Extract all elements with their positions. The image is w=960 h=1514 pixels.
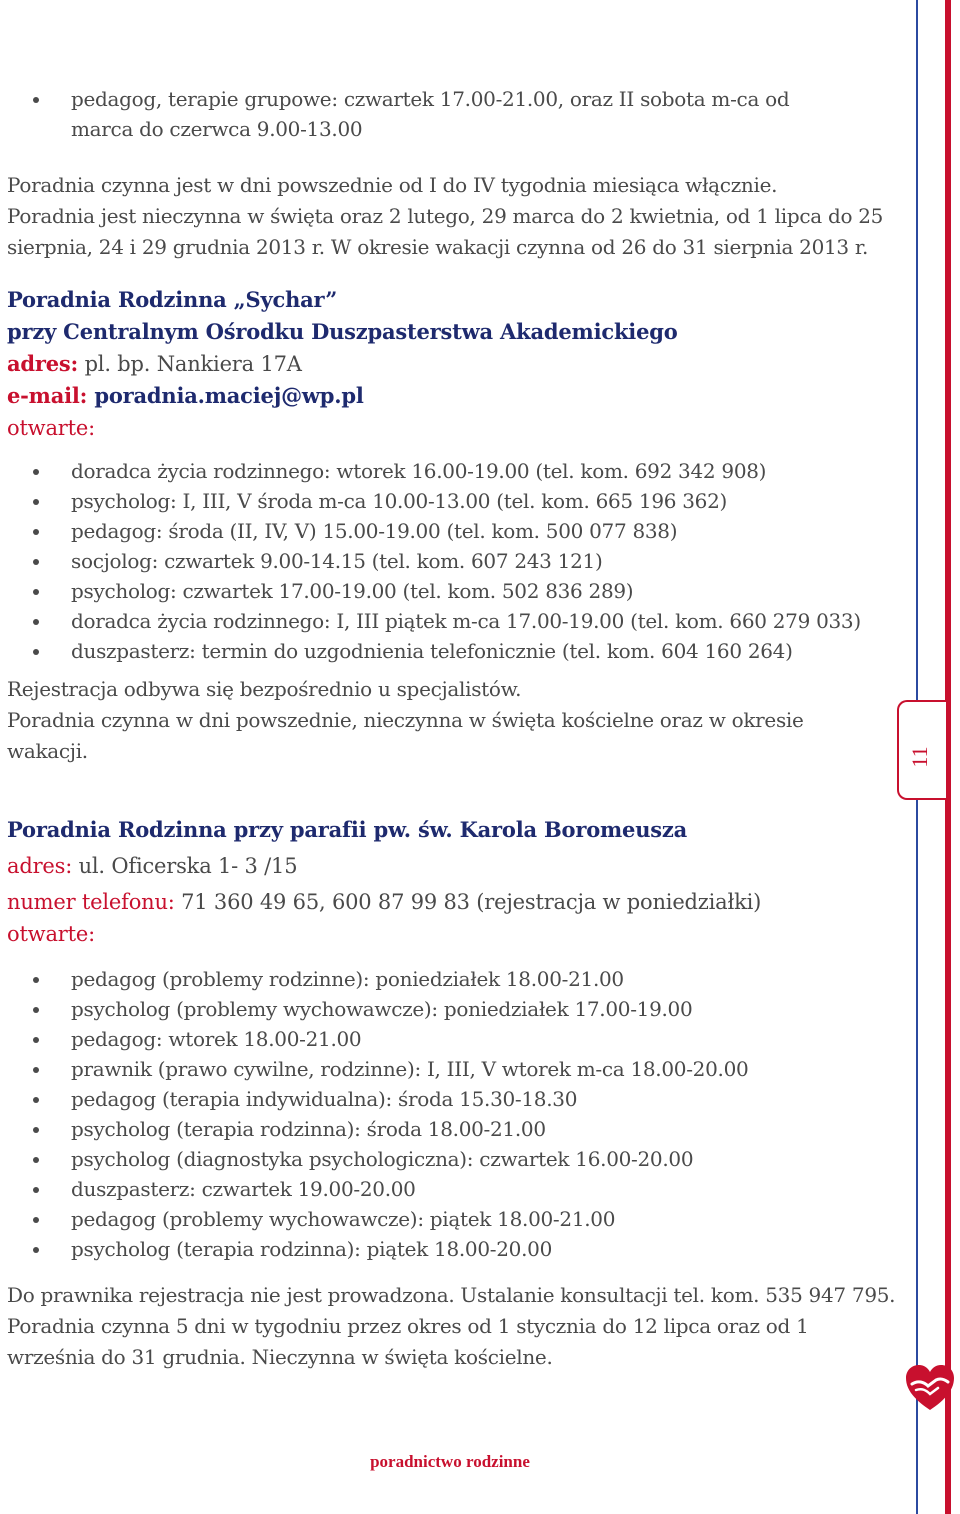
list-item: doradca życia rodzinnego: wtorek 16.00-19.00 (tel. kom. 692 342 908): [7, 456, 897, 486]
list-item: pedagog, terapie grupowe: czwartek 17.00-21.00, oraz II sobota m-ca od marca do czerwca 9.00-13.00: [7, 84, 897, 144]
section-title-line1: Poradnia Rodzinna „Sychar”: [7, 287, 338, 312]
list-item: pedagog (problemy wychowawcze): piątek 18.00-21.00: [7, 1204, 897, 1234]
list-item: psycholog (terapia rodzinna): piątek 18.00-20.00: [7, 1234, 897, 1264]
specialist-list: [7, 964, 897, 1264]
phone-value: 71 360 49 65, 600 87 99 83 (rejestracja w poniedziałki): [174, 890, 762, 914]
registration-note: Rejestracja odbywa się bezpośrednio u specjalistów.: [7, 677, 522, 701]
section-title: Poradnia Rodzinna przy parafii pw. św. Karola Boromeusza: [7, 817, 688, 842]
paragraph: Poradnia jest nieczynna w święta oraz 2 lutego, 29 marca do 2 kwietnia, od 1 lipca do 25 sierpnia, 24 i 29 grudnia 2013 r. W okresie wakacji czynna od 26 do 31 sierpnia 2013 r.: [7, 204, 884, 259]
open-row: [7, 918, 897, 950]
address-row: [7, 348, 897, 380]
hands-heart-logo-icon: [902, 1360, 958, 1416]
opening-note: Poradnia czynna w dni powszednie, nieczynna w święta kościelne oraz w okresie wakacji.: [7, 708, 804, 763]
specialist-list: [7, 456, 897, 666]
list-item: psycholog (problemy wychowawcze): poniedziałek 17.00-19.00: [7, 994, 897, 1024]
address-value: pl. bp. Nankiera 17A: [78, 352, 302, 376]
top-paragraphs: [7, 170, 897, 263]
list-item: psycholog (terapia rodzinna): środa 18.00-21.00: [7, 1114, 897, 1144]
list-item: duszpasterz: termin do uzgodnienia telefonicznie (tel. kom. 604 160 264): [7, 636, 897, 666]
open-label: otwarte:: [7, 416, 95, 440]
list-item: doradca życia rodzinnego: I, III piątek m-ca 17.00-19.00 (tel. kom. 660 279 033): [7, 606, 897, 636]
list-item: prawnik (prawo cywilne, rodzinne): I, III, V wtorek m-ca 18.00-20.00: [7, 1054, 897, 1084]
footer-caption: poradnictwo rodzinne: [370, 1452, 530, 1471]
list-item: pedagog (problemy rodzinne): poniedziałek 18.00-21.00: [7, 964, 897, 994]
phone-row: [7, 886, 897, 918]
list-item: psycholog: czwartek 17.00-19.00 (tel. kom. 502 836 289): [7, 576, 897, 606]
address-value: ul. Oficerska 1- 3 /15: [72, 854, 298, 878]
address-label: adres:: [7, 351, 79, 376]
lawyer-note: Do prawnika rejestracja nie jest prowadzona. Ustalanie konsultacji tel. kom. 535 947 795.: [7, 1283, 896, 1307]
page-number: 11: [907, 746, 932, 768]
email-label: e-mail:: [7, 383, 88, 408]
top-section: [7, 84, 897, 144]
section-boromeusz: [7, 814, 897, 1373]
paragraph: Poradnia czynna jest w dni powszednie od I do IV tygodnia miesiąca włącznie.: [7, 173, 778, 197]
open-label: otwarte:: [7, 922, 95, 946]
list-item: socjolog: czwartek 9.00-14.15 (tel. kom. 607 243 121): [7, 546, 897, 576]
list-item: pedagog: środa (II, IV, V) 15.00-19.00 (tel. kom. 500 077 838): [7, 516, 897, 546]
list-item: duszpasterz: czwartek 19.00-20.00: [7, 1174, 897, 1204]
address-row: [7, 850, 897, 882]
email-row: [7, 380, 897, 412]
phone-label: numer telefonu:: [7, 890, 175, 914]
opening-note: Poradnia czynna 5 dni w tygodniu przez okres od 1 stycznia do 12 lipca oraz od 1 września do 31 grudnia. Nieczynna w święta kościelne.: [7, 1314, 809, 1369]
email-link[interactable]: poradnia.maciej@wp.pl: [87, 383, 364, 408]
address-label: adres:: [7, 854, 73, 878]
list-item: psycholog (diagnostyka psychologiczna): czwartek 16.00-20.00: [7, 1144, 897, 1174]
section-title-line2: przy Centralnym Ośrodku Duszpasterstwa Akademickiego: [7, 319, 678, 344]
section-sychar: [7, 284, 897, 767]
list-item: psycholog: I, III, V środa m-ca 10.00-13.00 (tel. kom. 665 196 362): [7, 486, 897, 516]
top-list: [7, 84, 897, 144]
open-row: [7, 412, 897, 444]
list-item: pedagog (terapia indywidualna): środa 15.30-18.30: [7, 1084, 897, 1114]
list-item: pedagog: wtorek 18.00-21.00: [7, 1024, 897, 1054]
